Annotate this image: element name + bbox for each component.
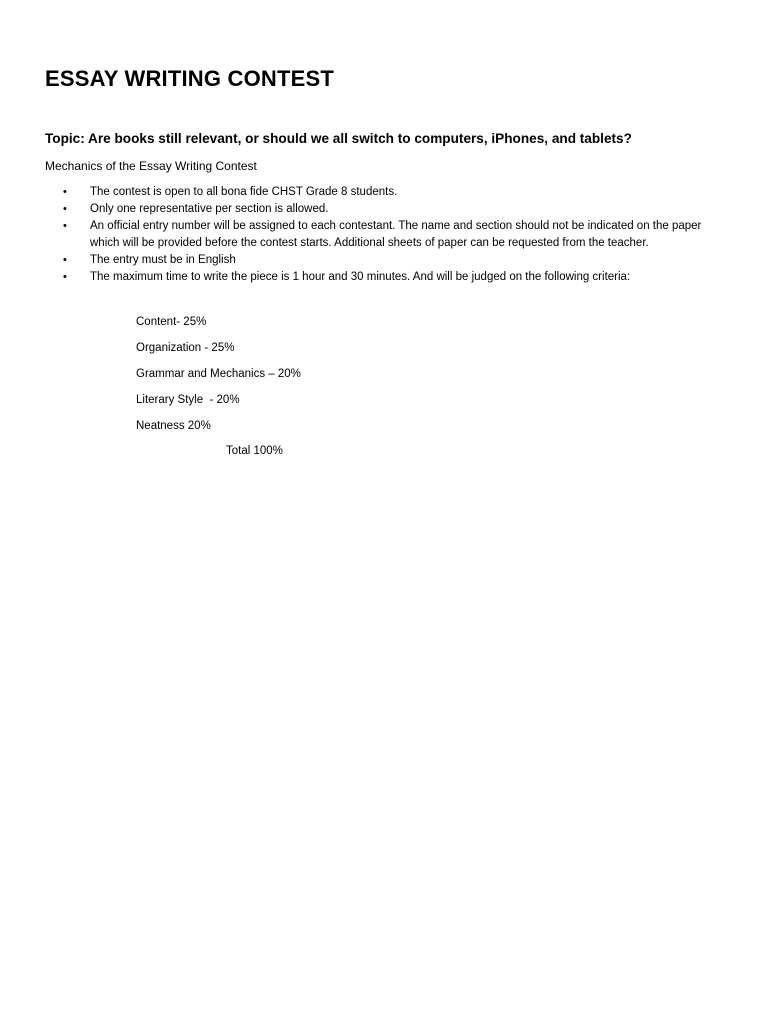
rule-item [45, 184, 715, 201]
criterion-content: Content- 25% [136, 316, 207, 328]
bullet-icon: • [63, 254, 67, 266]
criteria-total: Total 100% [226, 445, 283, 457]
bullet-icon: • [63, 203, 67, 215]
rule-text: Only one representative per section is allowed. [90, 203, 329, 215]
bullet-icon: • [63, 271, 67, 283]
criterion-neatness: Neatness 20% [136, 420, 211, 432]
rule-text: The maximum time to write the piece is 1 hour and 30 minutes. And will be judged on the following criteria: [90, 271, 631, 283]
mechanics-heading: Mechanics of the Essay Writing Contest [45, 159, 257, 173]
rule-text: An official entry number will be assigned to each contestant. The name and section should not be indicated on the paper which will be provided before the contest starts. Additional sheets of paper can be requested from the teacher. [90, 220, 702, 249]
rules-list [45, 184, 715, 286]
bullet-icon: • [63, 186, 67, 198]
rule-item [45, 218, 715, 252]
rule-item [45, 201, 715, 218]
rule-text: The entry must be in English [90, 254, 236, 266]
criteria-list [136, 313, 301, 443]
criterion-grammar-mechanics: Grammar and Mechanics – 20% [136, 368, 301, 380]
essay-topic: Topic: Are books still relevant, or should we all switch to computers, iPhones, and tablets? [45, 131, 632, 146]
rule-item [45, 252, 715, 269]
criterion-organization: Organization - 25% [136, 342, 235, 354]
criterion-literary-style: Literary Style - 20% [136, 394, 240, 406]
bullet-icon: • [63, 220, 67, 232]
document-title: ESSAY WRITING CONTEST [45, 66, 335, 91]
rule-item [45, 269, 715, 286]
rule-text: The contest is open to all bona fide CHST Grade 8 students. [90, 186, 398, 198]
